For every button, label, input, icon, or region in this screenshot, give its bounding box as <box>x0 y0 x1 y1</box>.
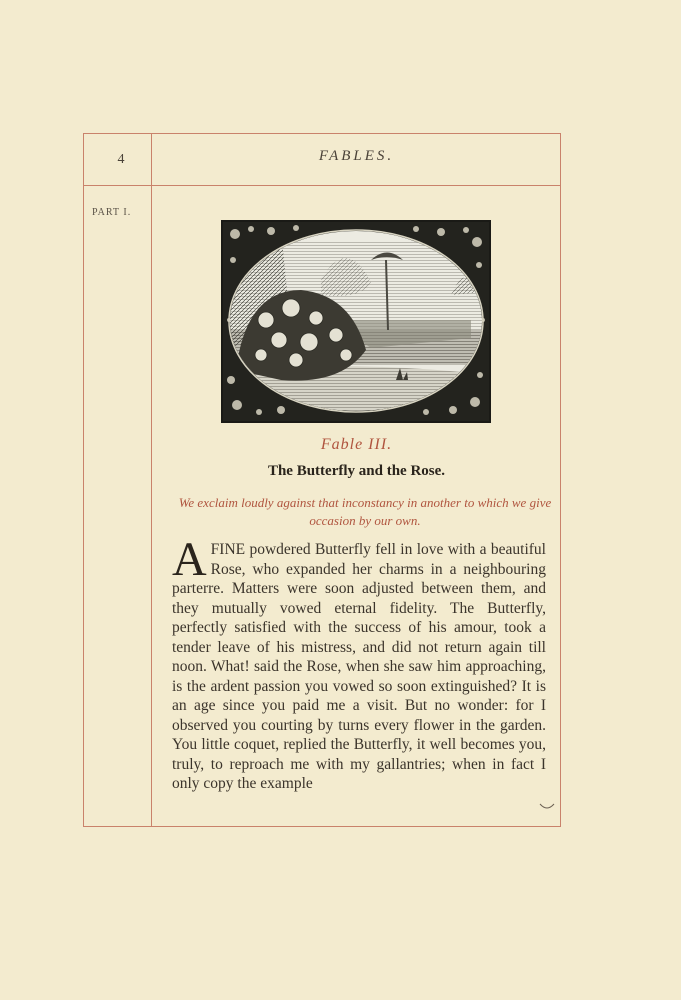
page-number: 4 <box>117 152 125 167</box>
header-rule <box>83 185 561 186</box>
fable-title: The Butterfly and the Rose. <box>267 463 446 479</box>
fable-moral: We exclaim loudly against that inconstancy in another to which we give occasion by our own. <box>178 495 552 528</box>
margin-rule-vertical <box>151 133 152 827</box>
fable-number-heading: Fable III. <box>320 436 393 453</box>
margin-note: PART I. <box>92 207 132 218</box>
rose-bush-icon <box>221 220 491 423</box>
drop-cap: A <box>172 533 207 586</box>
catchmark-icon <box>538 800 556 812</box>
running-title: FABLES. <box>318 148 395 164</box>
fable-body <box>172 533 546 794</box>
fable-body-text: FINE powdered Butterfly fell in love with a beautiful Rose, who expanded her charms in a neighbouring parterre. Matters were soon adjusted between them, and they mutually vowed eternal fidelity. The Butterfly, perfectly satisfied with the success of his amour, took a tender leave of his mistress, and did not return again till noon. What! said the Rose, when she saw him approaching, is the ardent passion you vowed so soon extinguished? It is an age since you paid me a visit. But no wonder: for I observed you courting by turns every flower in the garden. You little coquet, replied the Butterfly, it well becomes you, truly, to reproach me with my gallantries; when in fact I only copy the example <box>172 541 546 792</box>
rose-bush-illustration <box>221 220 491 423</box>
